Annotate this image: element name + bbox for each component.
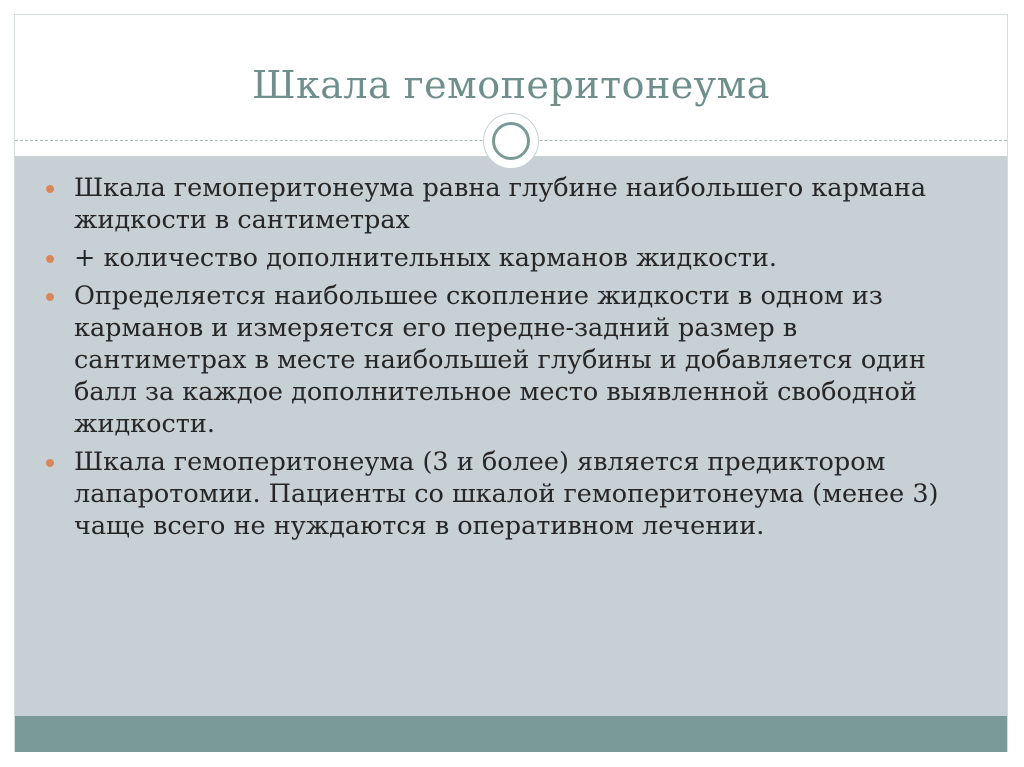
bullet-dot-icon bbox=[46, 185, 54, 193]
bullet-dot-icon bbox=[46, 255, 54, 263]
slide-title: Шкала гемоперитонеума bbox=[252, 63, 770, 107]
bullet-dot-icon bbox=[46, 293, 54, 301]
bullet-list bbox=[46, 172, 976, 548]
bullet-text: Определяется наибольшее скопление жидкости в одном из карманов и измеряется его передне-задний размер в сантиметрах в месте наибольшей глубины и добавляется один балл за каждое дополнительное место выявленной свободной жидкости. bbox=[74, 281, 926, 439]
circle-ring-icon bbox=[483, 113, 539, 169]
bullet-item bbox=[46, 280, 976, 440]
bullet-text: Шкала гемоперитонеума (3 и более) является предиктором лапаротомии. Пациенты со шкалой гемоперитонеума (менее 3) чаще всего не нуждаются в оперативном лечении. bbox=[74, 447, 939, 541]
bullet-item bbox=[46, 446, 976, 542]
bullet-item bbox=[46, 172, 976, 236]
bullet-dot-icon bbox=[46, 459, 54, 467]
bullet-text: Шкала гемоперитонеума равна глубине наибольшего кармана жидкости в сантиметрах bbox=[74, 173, 927, 235]
bullet-item bbox=[46, 242, 976, 274]
footer-band bbox=[15, 716, 1007, 752]
bullet-text: + количество дополнительных карманов жидкости. bbox=[74, 243, 778, 273]
ornament-inner-ring bbox=[492, 122, 530, 160]
